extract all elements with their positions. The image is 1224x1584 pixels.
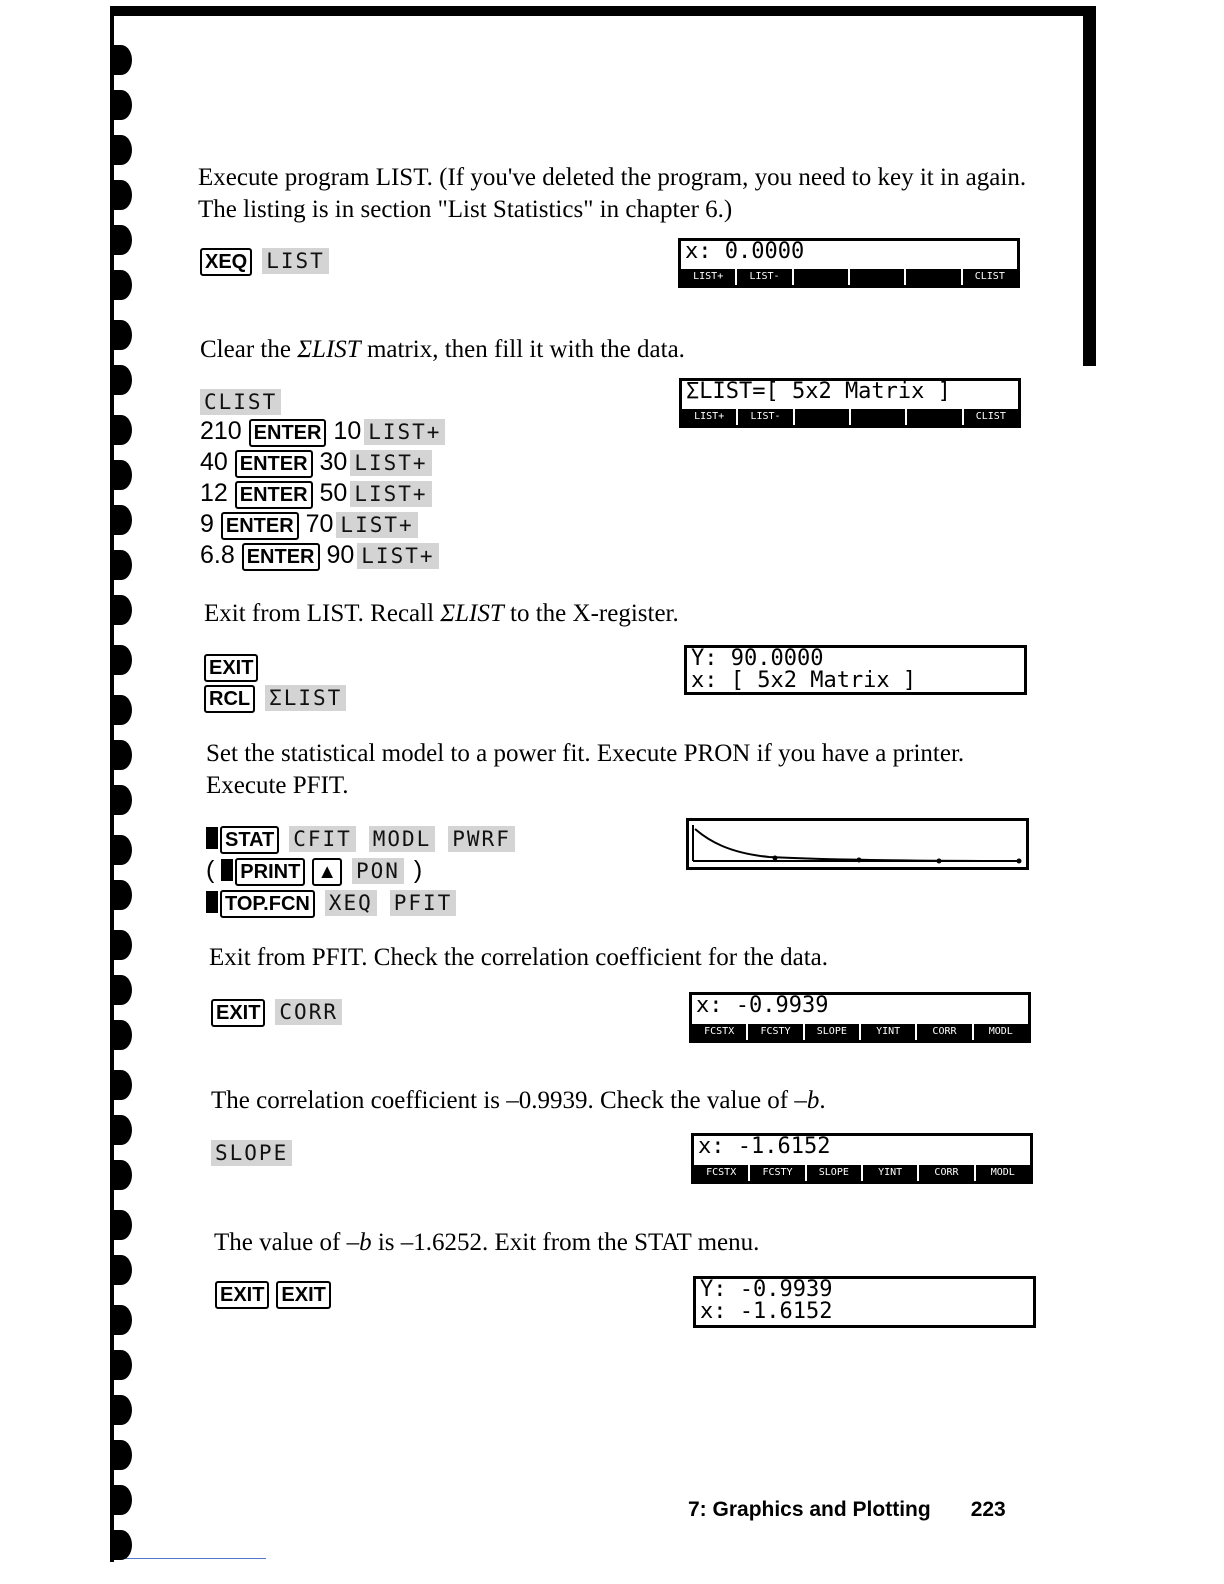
menu-label: FCSTY [750, 1165, 806, 1181]
list-plus-softkey[interactable]: LIST+ [357, 543, 438, 569]
step1-instruction: Execute program LIST. (If you've deleted the program, you need to key it in again. The listing is in section "List Statistics" in chapter 6.) [198, 164, 1027, 223]
binding-hole [110, 1020, 132, 1050]
menu-label: CLIST [963, 269, 1017, 285]
step6-instruction: The correlation coefficient is –0.9939. Check the value of –b. [211, 1087, 826, 1114]
rcl-key[interactable]: RCL [204, 685, 255, 713]
power-fit-plot [689, 821, 1026, 867]
plot-point [857, 858, 862, 863]
xeq-key[interactable]: XEQ [200, 248, 252, 276]
display-step7 [693, 1276, 1036, 1328]
display-plot [686, 818, 1029, 870]
binding-hole [110, 1395, 132, 1425]
exit-line [204, 651, 258, 682]
topfcn-key[interactable]: TOP.FCN [220, 890, 315, 918]
binding-hole [110, 1070, 132, 1100]
display-line: x: 0.0000 [685, 239, 805, 264]
chapter-title: 7: Graphics and Plotting [688, 1498, 931, 1521]
step7-instruction: The value of –b is –1.6252. Exit from the STAT menu. [214, 1229, 760, 1256]
plot-point [937, 859, 942, 864]
display-line: x: -0.9939 [696, 993, 829, 1018]
exit-corr-line [211, 996, 345, 1027]
display-line: x: -1.6152 [700, 1299, 833, 1324]
display-menu [681, 269, 1017, 285]
slope-softkey[interactable]: SLOPE [211, 1140, 292, 1166]
binding-hole [110, 975, 132, 1005]
enter-key[interactable]: ENTER [235, 450, 313, 478]
cfit-softkey[interactable]: CFIT [289, 826, 356, 852]
modl-softkey[interactable]: MODL [369, 826, 436, 852]
step3-instruction: Exit from LIST. Recall ΣLIST to the X-register. [204, 600, 679, 627]
page-footer [688, 1498, 1006, 1522]
plot-point [773, 856, 778, 861]
rcl-line [204, 682, 349, 713]
page-top-border [110, 6, 1096, 16]
shift-key [221, 859, 233, 881]
xeq-softkey[interactable]: XEQ [325, 890, 377, 916]
data-entry-row: 9 ENTER 70 LIST+ [200, 509, 421, 540]
binding-hole [110, 1350, 132, 1380]
display-line: x: [ 5x2 Matrix ] [691, 668, 917, 693]
binding-hole [110, 365, 132, 395]
page-right-border [1083, 6, 1096, 366]
binding-hole [110, 785, 132, 815]
menu-label [850, 269, 906, 285]
shift-key [206, 891, 218, 913]
menu-label [906, 269, 962, 285]
step1-keys [200, 245, 332, 276]
step4-instruction: Set the statistical model to a power fit. Execute PRON if you have a printer. Execute PFIT. [206, 740, 965, 799]
binding-hole [110, 225, 132, 255]
display-step2 [679, 378, 1021, 428]
menu-label: MODL [976, 1165, 1030, 1181]
binding-hole [110, 1305, 132, 1335]
display-line: Y: -0.9939 [700, 1277, 833, 1302]
page-number: 223 [970, 1498, 1006, 1521]
topfcn-line [206, 887, 459, 918]
menu-label [851, 409, 907, 425]
display-step6 [691, 1133, 1033, 1184]
menu-label: FCSTX [692, 1024, 748, 1040]
pwrf-softkey[interactable]: PWRF [448, 826, 515, 852]
exit-key[interactable]: EXIT [215, 1281, 269, 1309]
display-line: Y: 90.0000 [691, 646, 824, 671]
binding-hole [110, 1115, 132, 1145]
menu-label: CORR [917, 1024, 973, 1040]
enter-key[interactable]: ENTER [221, 512, 299, 540]
menu-label: YINT [861, 1024, 917, 1040]
plot-curve [695, 829, 1021, 861]
menu-label [907, 409, 963, 425]
clist-softkey[interactable]: CLIST [200, 389, 281, 415]
binding-hole [110, 550, 132, 580]
enter-key[interactable]: ENTER [235, 481, 313, 509]
binding-hole [110, 320, 132, 350]
exit-key[interactable]: EXIT [211, 999, 265, 1027]
list-plus-softkey[interactable]: LIST+ [350, 450, 431, 476]
menu-label: SLOPE [805, 1024, 861, 1040]
binding-hole [110, 270, 132, 300]
binding-hole [110, 90, 132, 120]
stat-line [206, 823, 518, 854]
slope-line [211, 1137, 295, 1167]
binding-hole [110, 460, 132, 490]
enter-key[interactable]: ENTER [249, 419, 327, 447]
clist-line [200, 386, 284, 416]
display-menu [694, 1165, 1030, 1181]
pon-softkey[interactable]: PON [352, 858, 404, 884]
binding-hole [110, 595, 132, 625]
binding-hole [110, 45, 132, 75]
list-softkey[interactable]: LIST [262, 248, 329, 274]
menu-label: FCSTY [748, 1024, 804, 1040]
print-line: ( PRINT ▲ PON ) [206, 856, 423, 884]
binding-hole [110, 1440, 132, 1470]
display-line: x: -1.6152 [698, 1134, 831, 1159]
display-step5 [689, 992, 1031, 1043]
data-entry-row: 6.8 ENTER 90 LIST+ [200, 540, 442, 571]
display-menu [682, 409, 1018, 425]
menu-label: LIST+ [682, 409, 738, 425]
menu-label [795, 409, 851, 425]
menu-label: LIST- [738, 409, 794, 425]
step5-instruction: Exit from PFIT. Check the correlation coefficient for the data. [209, 944, 828, 971]
list-plus-softkey[interactable]: LIST+ [364, 419, 445, 445]
corr-softkey[interactable]: CORR [275, 999, 342, 1025]
binding-hole [110, 1255, 132, 1285]
exit-exit-line [215, 1278, 331, 1309]
menu-label: LIST- [737, 269, 793, 285]
binding-holes [110, 30, 140, 1580]
sigma-list-softkey[interactable]: ΣLIST [265, 685, 346, 711]
up-arrow-key[interactable]: ▲ [312, 858, 342, 886]
binding-hole [110, 695, 132, 725]
menu-label [794, 269, 850, 285]
enter-key[interactable]: ENTER [242, 543, 320, 571]
binding-hole [110, 180, 132, 210]
menu-label: SLOPE [807, 1165, 863, 1181]
list-plus-softkey[interactable]: LIST+ [336, 512, 417, 538]
display-step1 [678, 238, 1020, 288]
display-line: ΣLIST=[ 5x2 Matrix ] [686, 379, 951, 404]
exit-key[interactable]: EXIT [204, 654, 258, 682]
binding-hole [110, 645, 132, 675]
shift-key [206, 827, 218, 849]
binding-hole [110, 835, 132, 865]
step2-instruction: Clear the ΣLIST matrix, then fill it with the data. [200, 336, 685, 363]
stat-key[interactable]: STAT [220, 826, 279, 854]
data-entry-row: 210 ENTER 10 LIST+ [200, 416, 448, 447]
print-key[interactable]: PRINT [235, 858, 305, 886]
plot-point [1017, 859, 1022, 864]
binding-hole [110, 880, 132, 910]
binding-hole [110, 135, 132, 165]
binding-hole [110, 1160, 132, 1190]
binding-hole [110, 415, 132, 445]
menu-label: CORR [919, 1165, 975, 1181]
binding-hole [110, 1210, 132, 1240]
display-step3 [684, 645, 1027, 695]
binding-hole [110, 505, 132, 535]
data-entry-row: 12 ENTER 50 LIST+ [200, 478, 435, 509]
menu-label: LIST+ [681, 269, 737, 285]
data-entry-row: 40 ENTER 30 LIST+ [200, 447, 435, 478]
menu-label: FCSTX [694, 1165, 750, 1181]
pfit-softkey[interactable]: PFIT [390, 890, 457, 916]
display-menu [692, 1024, 1028, 1040]
exit-key[interactable]: EXIT [276, 1281, 330, 1309]
binding-hole [110, 930, 132, 960]
binding-hole [110, 1485, 132, 1515]
binding-hole [110, 740, 132, 770]
menu-label: YINT [863, 1165, 919, 1181]
list-plus-softkey[interactable]: LIST+ [350, 481, 431, 507]
menu-label: CLIST [964, 409, 1018, 425]
menu-label: MODL [974, 1024, 1028, 1040]
binding-hole [110, 1530, 132, 1560]
